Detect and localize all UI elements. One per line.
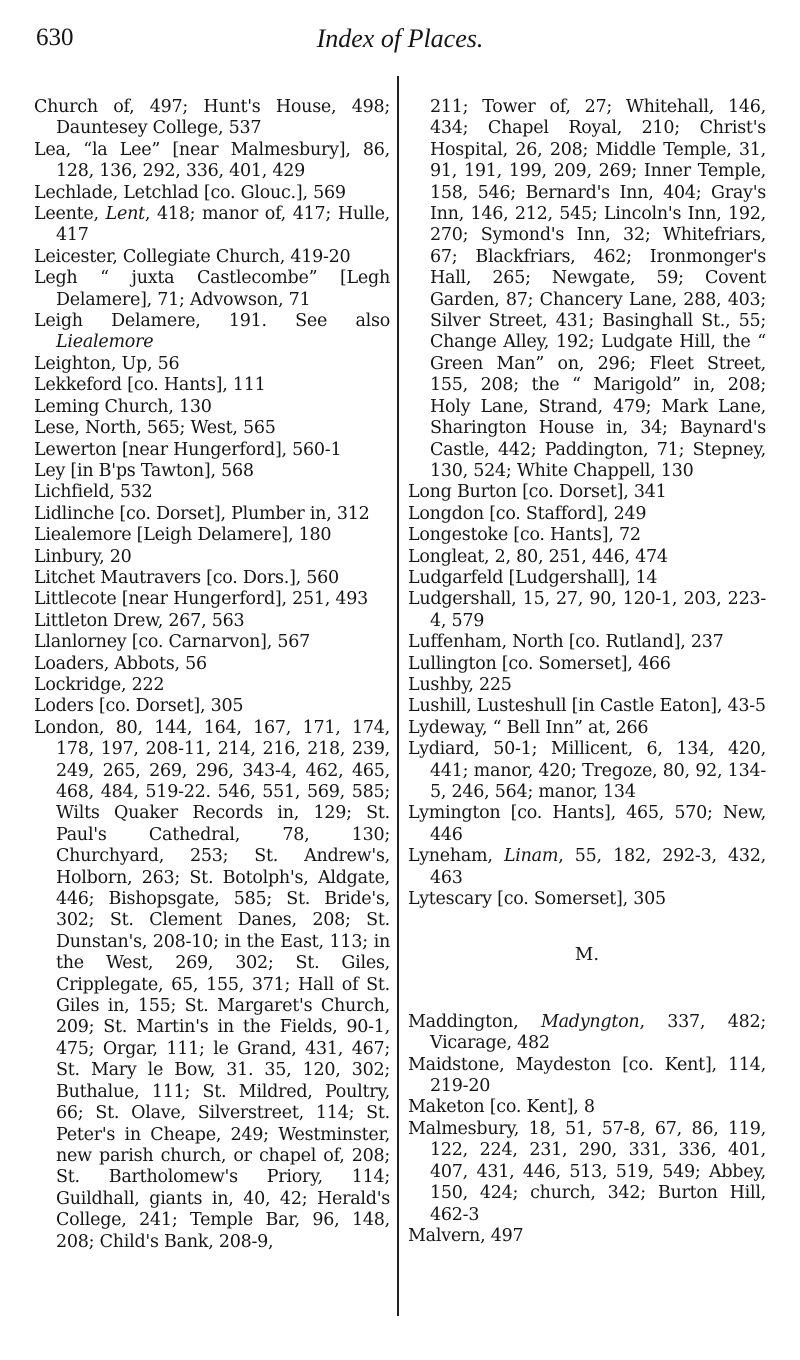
index-entry: Maidstone, Maydeston [co. Kent], 114, 219-20 xyxy=(408,1054,766,1097)
index-entry: Long Burton [co. Dorset], 341 xyxy=(408,482,667,503)
index-entry: Lushby, 225 xyxy=(408,674,512,695)
index-entry: Maddington, Madyngton, 337, 482; Vicarage, 482 xyxy=(408,1011,766,1054)
index-entry: Lydeway, “ Bell Inn” at, 266 xyxy=(408,717,649,738)
index-entry: Lese, North, 565; West, 565 xyxy=(34,418,276,439)
index-entry: Lichfield, 532 xyxy=(34,482,153,503)
index-entry: Lekkeford [co. Hants], 111 xyxy=(34,375,266,396)
column-divider xyxy=(397,76,399,1316)
index-entry: Ley [in B'ps Tawton], 568 xyxy=(34,460,254,481)
index-entry: Lymington [co. Hants], 465, 570; New, 446 xyxy=(408,803,766,845)
index-entry: Maketon [co. Kent], 8 xyxy=(408,1097,595,1118)
running-title: Index of Places. xyxy=(316,24,484,53)
index-entry: Lockridge, 222 xyxy=(34,674,165,695)
page-header xyxy=(0,24,800,64)
index-entry: Lushill, Lusteshull [in Castle Eaton], 43-5 xyxy=(408,696,766,717)
index-entry: Lea, “la Lee” [near Malmesbury], 86, 128, 136, 292, 336, 401, 429 xyxy=(34,139,390,182)
section-letter-heading: M. xyxy=(574,944,600,966)
index-entry: Littleton Drew, 267, 563 xyxy=(34,610,245,631)
index-entry: Longleat, 2, 80, 251, 446, 474 xyxy=(408,546,668,567)
index-entry: Luffenham, North [co. Rutland], 237 xyxy=(408,632,724,653)
index-entry: Ludgarfeld [Ludgershall], 14 xyxy=(408,567,658,588)
index-entry: Linbury, 20 xyxy=(34,546,132,567)
index-entry: Malvern, 497 xyxy=(408,1225,524,1246)
index-entry: Loaders, Abbots, 56 xyxy=(34,653,207,674)
index-entry: Ludgershall, 15, 27, 90, 120-1, 203, 223-4, 579 xyxy=(408,589,766,631)
index-entry: Church of, 497; Hunt's House, 498; Dauntesey College, 537 xyxy=(34,97,390,139)
index-entry: Lidlinche [co. Dorset], Plumber in, 312 xyxy=(34,503,370,524)
page-number: 630 xyxy=(36,24,74,51)
index-entry-continued: 211; Tower of, 27; Whitehall, 146, 434; Chapel Royal, 210; Christ's Hospital, 26, 208; Middle Temple, 31, 91, 191, 199, 209, 269; Inner Temple, 158, 546; Bernard's Inn, 404; Gray's Inn, 146, 212, 545; Lincoln's Inn, 192, 270; Symond's Inn, 32; Whitefriars, 67; Blackfriars, 462; Ironmonger's Hall, 265; Newgate, 59; Covent Garden, 87; Chancery Lane, 288, 403; Silver Street, 431; Basinghall St., 55; Change Alley, 192; Ludgate Hill, the “ Green Man” on, 296; Fleet Street, 155, 208; the “ Marigold” in, 208; Holy Lane, Strand, 479; Mark Lane, Sharington House in, 34; Baynard's Castle, 442; Paddington, 71; Stepney, 130, 524; White Chappell, 130 xyxy=(430,97,766,481)
index-entry: Liealemore [Leigh Delamere], 180 xyxy=(34,525,332,546)
index-entry: Malmesbury, 18, 51, 57-8, 67, 86, 119, 122, 224, 231, 290, 331, 336, 401, 407, 431, 446, 513, 519, 549; Abbey, 150, 424; church, 342; Burton Hill, 462-3 xyxy=(408,1118,766,1225)
index-entry: Lyneham, Linam, 55, 182, 292-3, 432, 463 xyxy=(408,846,766,888)
index-entry: Leming Church, 130 xyxy=(34,396,212,417)
index-entry: Llanlorney [co. Carnarvon], 567 xyxy=(34,632,311,653)
index-entry: Longestoke [co. Hants], 72 xyxy=(408,525,641,546)
index-entry: Longdon [co. Stafford], 249 xyxy=(408,503,647,524)
index-entry: Lytescary [co. Somerset], 305 xyxy=(408,889,666,910)
index-entry: Littlecote [near Hungerford], 251, 493 xyxy=(34,589,369,610)
index-entry-london: London, 80, 144, 164, 167, 171, 174, 178, 197, 208-11, 214, 216, 218, 239, 249, 265, 269, 296, 343-4, 462, 465, 468, 484, 519-22. 546, 551, 569, 585; Wilts Quaker Records in, 129; St. Paul's Cathedral, 78, 130; Churchyard, 253; St. Andrew's, Holborn, 263; St. Botolph's, Aldgate, 446; Bishopsgate, 585; St. Bride's, 302; St. Clement Danes, 208; St. Dunstan's, 208-10; in the East, 113; in the West, 269, 302; St. Giles, Cripplegate, 65, 155, 371; Hall of St. Giles in, 155; St. Margaret's Church, 209; St. Martin's in the Fields, 90-1, 475; Orgar, 111; le Grand, 431, 467; St. Mary le Bow, 31. 35, 120, 302; Buthalue, 111; St. Mildred, Poultry, 66; St. Olave, Silverstreet, 114; St. Peter's in Cheape, 249; Westminster, new parish church, or chapel of, 208; St. Bartholomew's Priory, 114; Guildhall, giants in, 40, 42; Herald's College, 241; Temple Bar, 96, 148, 208; Child's Bank, 208-9, xyxy=(34,717,390,1252)
index-entry: Litchet Mautravers [co. Dors.], 560 xyxy=(34,567,339,588)
index-entry: Lydiard, 50-1; Millicent, 6, 134, 420, 441; manor, 420; Tregoze, 80, 92, 134-5, 246, 564; manor, 134 xyxy=(408,739,766,802)
index-entry: Leigh Delamere, 191. See also Liealemore xyxy=(34,311,390,353)
index-entry: Leente, Lent, 418; manor of, 417; Hulle, 417 xyxy=(34,204,390,246)
right-column xyxy=(408,97,766,1247)
index-entry: Leicester, Collegiate Church, 419-20 xyxy=(34,246,351,267)
index-entry: Lullington [co. Somerset], 466 xyxy=(408,653,671,674)
index-entry: Legh “ juxta Castlecombe” [Legh Delamere], 71; Advowson, 71 xyxy=(34,268,390,310)
index-entry: Loders [co. Dorset], 305 xyxy=(34,696,244,717)
left-column xyxy=(34,97,390,1253)
index-entry: Leighton, Up, 56 xyxy=(34,353,180,374)
index-entry: Lechlade, Letchlad [co. Glouc.], 569 xyxy=(34,182,346,203)
index-entry: Lewerton [near Hungerford], 560-1 xyxy=(34,439,342,460)
